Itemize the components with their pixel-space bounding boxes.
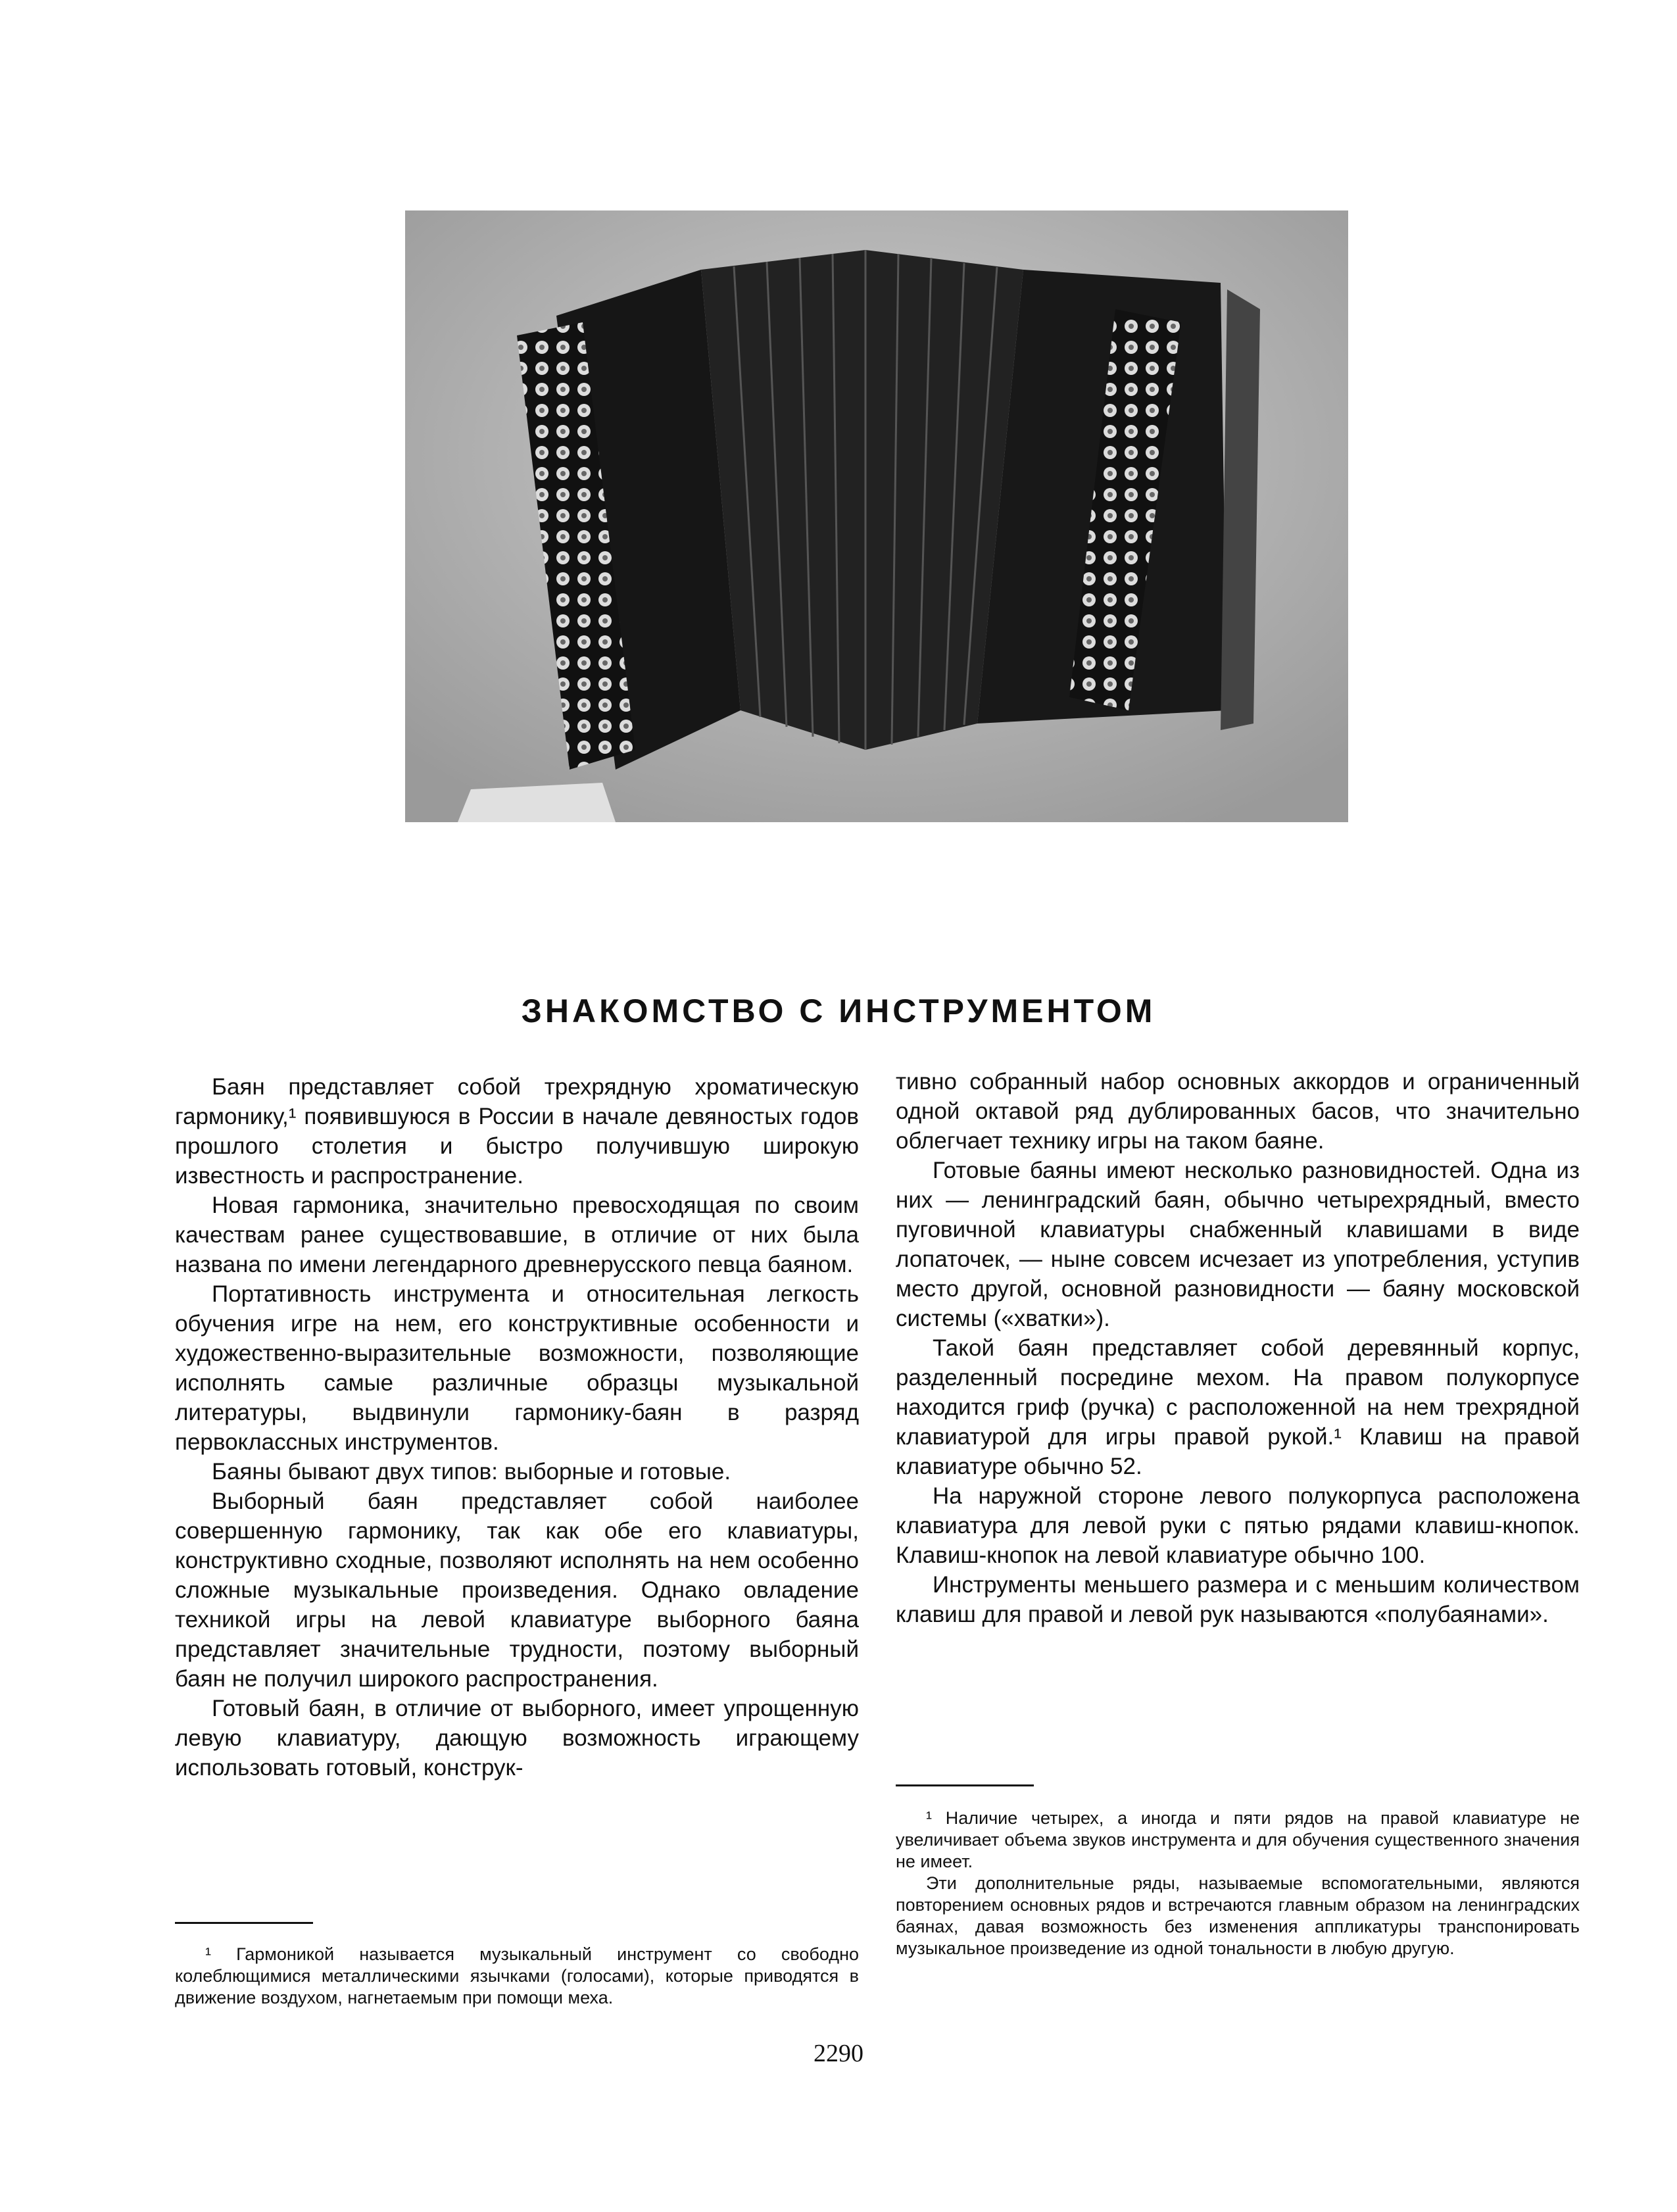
paragraph: Новая гармоника, значительно превосходящая по своим качествам ранее существовавшие, в отличие от них была названа по имени легендарного древнерусского певца баяном.: [175, 1192, 859, 1277]
paragraph: тивно собранный набор основных аккордов и ограниченный одной октавой ряд дублированных басов, что значительно облегчает технику игры на таком баяне.: [896, 1069, 1580, 1154]
footnote-divider: [896, 1784, 1034, 1786]
section-title: ЗНАКОМСТВО С ИНСТРУМЕНТОМ: [521, 993, 1156, 1029]
footnote: Эти дополнительные ряды, называемые вспомогательными, являются повторением основных рядов и встречаются главным образом на ленинградских баянах, давая возможность без изменения аппликатуры транспонировать музыкальное произведение из одной тональности в любую другую.: [896, 1873, 1580, 1958]
footnote: ¹ Наличие четырех, а иногда и пяти рядов на правой клавиатуре не увеличивает объема звуков инструмента и для обучения существенного значения не имеет.: [896, 1808, 1580, 1871]
paragraph: Баяны бывают двух типов: выборные и готовые.: [212, 1459, 731, 1485]
paragraph: Выборный баян представляет собой наиболее совершенную гармонику, так как обе его клавиатуры, конструктивно сходные, позволяют исполнять на нем особенно сложные музыкальные произведения. Однако овладение техникой игры на левой клавиатуре выборного баяна представляет значительные трудности, поэтому выборный баян не получил широкого распространения.: [175, 1488, 859, 1692]
paragraph: Баян представляет собой трехрядную хроматическую гармонику,¹ появившуюся в России в начале девяностых годов прошлого столетия и быстро получившую широкую известность и распространение.: [175, 1074, 859, 1189]
footnotes-left: [175, 1944, 859, 2009]
footnote: ¹ Гармоникой называется музыкальный инструмент со свободно колеблющимися металлическими язычками (голосами), которые приводятся в движение воздухом, нагнетаемым при помощи меха.: [175, 1944, 859, 2007]
right-column: [896, 1067, 1580, 1629]
page-number: 2290: [814, 2040, 863, 2067]
footnotes-right: [896, 1807, 1580, 1959]
paragraph: Инструменты меньшего размера и с меньшим количеством клавиш для правой и левой рук называются «полубаянами».: [896, 1572, 1580, 1627]
paragraph: Такой баян представляет собой деревянный корпус, разделенный посредине мехом. На правом полукорпусе находится гриф (ручка) с расположенной на нем трехрядной клавиатурой для игры правой рукой.¹ Клавиш на правой клавиатуре обычно 52.: [896, 1335, 1580, 1479]
bayan-photo: [405, 210, 1348, 822]
left-column: [175, 1072, 859, 1782]
paragraph: На наружной стороне левого полукорпуса расположена клавиатура для левой руки с пятью рядами клавиш-кнопок. Клавиш-кнопок на левой клавиатуре обычно 100.: [896, 1483, 1580, 1568]
paragraph: Готовые баяны имеют несколько разновидностей. Одна из них — ленинградский баян, обычно четырехрядный, вместо пуговичной клавиатуры снабженный клавишами в виде лопаточек, — ныне совсем исчезает из употребления, уступив место другой, основной разновидности — баяну московской системы («хватки»).: [896, 1158, 1580, 1331]
footnote-divider: [175, 1922, 313, 1924]
paragraph: Готовый баян, в отличие от выборного, имеет упрощенную левую клавиатуру, дающую возможность играющему использовать готовый, конструк-: [175, 1696, 859, 1781]
paragraph: Портативность инструмента и относительная легкость обучения игре на нем, его конструктивные особенности и художественно-выразительные возможности, позволяющие исполнять самые различные образцы музыкальной литературы, выдвинули гармонику-баян в разряд первоклассных инструментов.: [175, 1281, 859, 1455]
